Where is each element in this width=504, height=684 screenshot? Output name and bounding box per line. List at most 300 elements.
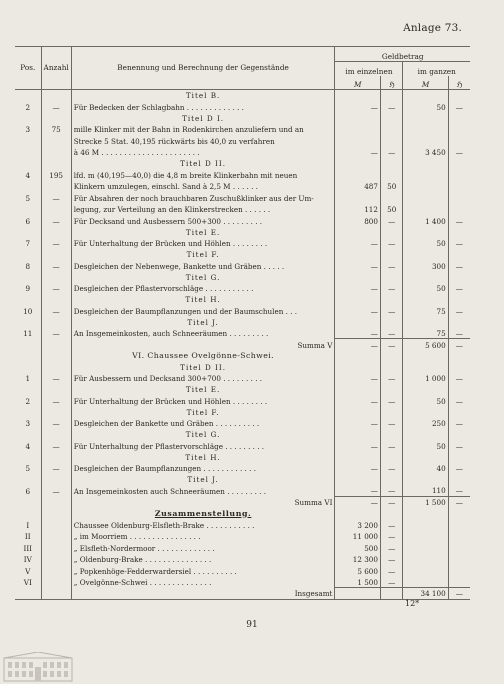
table-row	[15, 339, 470, 351]
header-mark-2: M	[403, 76, 448, 90]
pos-cell	[15, 361, 41, 372]
table-row	[15, 123, 470, 135]
table-row	[15, 294, 470, 305]
item-description: Für Absahren der noch brauchbaren Zuschußklinker aus der Um-	[71, 192, 335, 204]
amount-ganzen	[403, 542, 448, 554]
anzahl-cell	[41, 542, 71, 554]
pf-cell	[448, 316, 470, 327]
pf-cell	[448, 406, 470, 417]
library-building-logo	[3, 652, 73, 682]
table-row	[15, 203, 470, 215]
amount-einzeln: —	[335, 462, 381, 474]
anzahl-cell: —	[41, 237, 71, 249]
amount-einzeln: —	[335, 440, 381, 452]
item-description: Für Bedecken der Schlagbahn . . . . . . . . . . . . .	[71, 101, 335, 113]
pf-cell	[448, 112, 470, 123]
anzahl-cell	[41, 294, 71, 305]
pfennig-einzeln: —	[380, 327, 403, 339]
pfennig-ganzen: —	[455, 419, 463, 429]
amount-cell	[403, 112, 448, 123]
anzahl-cell	[41, 474, 71, 485]
pos-cell	[15, 146, 41, 158]
amount-ganzen	[403, 192, 448, 204]
pfennig-ganzen: —	[455, 239, 463, 249]
pos-cell	[15, 406, 41, 417]
table-row	[15, 215, 470, 227]
amount-cell	[403, 384, 448, 395]
table-row	[15, 260, 470, 272]
pfennig-einzeln: —	[380, 215, 403, 227]
table-row	[15, 395, 470, 407]
pfennig-ganzen	[448, 203, 470, 215]
item-description: Desgleichen der Baumpflanzungen und der Baumschulen . . .	[71, 305, 335, 317]
amount-einzeln: —	[335, 146, 381, 158]
section-heading: VI. Chaussee Ovelgönne-Schwei.	[71, 350, 335, 361]
pf-cell	[380, 271, 403, 282]
pos-cell	[15, 474, 41, 485]
pfennig-ganzen	[448, 553, 470, 565]
item-description: Für Unterhaltung der Pflastervorschläge . . . . . . . . .	[71, 440, 335, 452]
anzahl-cell: 75	[41, 123, 71, 135]
table-row	[15, 350, 470, 361]
pfennig-einzeln: —	[380, 282, 403, 294]
anzahl-cell	[41, 496, 71, 508]
pos-cell	[15, 294, 41, 305]
amount-cell	[335, 350, 381, 361]
anzahl-cell	[41, 553, 71, 565]
table-row	[15, 588, 470, 600]
header-description: Benennung und Berechnung der Gegenstände	[71, 47, 335, 90]
amount-cell	[403, 226, 448, 237]
titel-heading: Titel J.	[71, 316, 335, 327]
pf-cell	[380, 249, 403, 260]
pos-cell	[15, 226, 41, 237]
amount-cell	[335, 112, 381, 123]
amount-ganzen: 1 500	[403, 496, 448, 508]
pf-cell	[380, 384, 403, 395]
titel-heading: Titel G.	[71, 271, 335, 282]
table-row	[15, 496, 470, 508]
pfennig-einzeln	[380, 169, 403, 181]
pfennig-einzeln: —	[380, 417, 403, 429]
anzahl-cell	[41, 271, 71, 282]
titel-heading: Titel J.	[71, 474, 335, 485]
amount-ganzen: 75	[403, 327, 448, 339]
item-description: „ Popkenhöge-Fedderwardersiel . . . . . . . . . .	[71, 565, 335, 577]
amount-cell	[403, 294, 448, 305]
item-description: Chaussee Oldenburg-Elsfleth-Brake . . . . . . . . . . .	[71, 519, 335, 531]
table-row	[15, 305, 470, 317]
pf-cell	[448, 451, 470, 462]
amount-einzeln: —	[335, 496, 381, 508]
amount-cell	[335, 361, 381, 372]
pfennig-einzeln: —	[380, 496, 403, 508]
pf-cell	[448, 294, 470, 305]
pf-cell	[380, 316, 403, 327]
amount-cell	[403, 406, 448, 417]
table-bottom-rule	[15, 599, 470, 601]
titel-heading: Titel B.	[71, 90, 335, 101]
header-geldbetrag: Geldbetrag	[335, 47, 470, 62]
header-im-ganzen: im ganzen	[417, 66, 456, 76]
pos-cell	[15, 158, 41, 169]
table-row	[15, 237, 470, 249]
anzahl-cell	[41, 565, 71, 577]
rule-cell	[448, 599, 470, 601]
amount-ganzen: 50	[403, 395, 448, 407]
titel-heading: Titel H.	[71, 451, 335, 462]
item-description: mille Klinker mit der Bahn in Rodenkirchen anzuliefern und an	[71, 123, 335, 135]
anzahl-cell	[41, 576, 71, 588]
amount-cell	[335, 158, 381, 169]
signature-mark: 12*	[405, 599, 420, 608]
pfennig-ganzen	[448, 180, 470, 192]
amount-einzeln: 112	[335, 203, 381, 215]
pos-cell: 3	[15, 417, 41, 429]
pf-cell	[448, 361, 470, 372]
amount-einzeln: —	[335, 339, 381, 351]
anzahl-cell	[41, 90, 71, 101]
table-row	[15, 327, 470, 339]
item-description: Für Unterhaltung der Brücken und Höhlen . . . . . . . .	[71, 237, 335, 249]
anzahl-cell	[41, 146, 71, 158]
pf-cell	[448, 249, 470, 260]
pf-cell	[380, 226, 403, 237]
amount-ganzen: 50	[403, 237, 448, 249]
amount-ganzen: 1 400	[403, 215, 448, 227]
amount-ganzen: 5 600	[403, 339, 448, 351]
pf-cell	[380, 451, 403, 462]
amount-ganzen: 3 450	[403, 146, 448, 158]
amount-cell	[403, 316, 448, 327]
item-description: „ Oldenburg-Brake . . . . . . . . . . . . . . .	[71, 553, 335, 565]
amount-cell	[335, 406, 381, 417]
sum-label: Summa VI	[71, 496, 335, 508]
pfennig-ganzen	[448, 123, 470, 135]
anzahl-cell	[41, 429, 71, 440]
pos-cell: 9	[15, 282, 41, 294]
table-row	[15, 553, 470, 565]
table-row	[15, 316, 470, 327]
table-row	[15, 372, 470, 384]
amount-cell	[335, 508, 381, 519]
pos-cell: 1	[15, 372, 41, 384]
item-description: Desgleichen der Baumpflanzungen . . . . . . . . . . . .	[71, 462, 335, 474]
table-row	[15, 542, 470, 554]
amount-ganzen: 1 000	[403, 372, 448, 384]
pos-cell	[15, 429, 41, 440]
amount-einzeln: 1 500	[335, 576, 381, 588]
budget-table	[15, 46, 470, 601]
amount-einzeln: 5 600	[335, 565, 381, 577]
pos-cell: 11	[15, 327, 41, 339]
anzahl-cell	[41, 530, 71, 542]
titel-heading: Titel D II.	[71, 361, 335, 372]
amount-ganzen	[403, 169, 448, 181]
amount-cell	[335, 271, 381, 282]
table-row	[15, 180, 470, 192]
item-description: legung, zur Verteilung an den Klinkerstrecken . . . . . .	[71, 203, 335, 215]
item-description: Für Ausbessern und Decksand 300+700 . . . . . . . . .	[71, 372, 335, 384]
titel-heading: Titel E.	[71, 384, 335, 395]
table-row	[15, 565, 470, 577]
pos-cell	[15, 203, 41, 215]
amount-einzeln: 800	[335, 215, 381, 227]
pfennig-einzeln: —	[380, 237, 403, 249]
amount-cell	[403, 451, 448, 462]
pf-cell	[380, 294, 403, 305]
pfennig-einzeln: —	[380, 339, 403, 351]
table-body	[15, 90, 470, 601]
sum-label: Insgesamt	[71, 588, 335, 600]
anzahl-cell: —	[41, 215, 71, 227]
pfennig-einzeln: —	[380, 260, 403, 272]
pfennig-ganzen	[448, 576, 470, 588]
titel-heading: Titel F.	[71, 249, 335, 260]
amount-ganzen: 50	[403, 282, 448, 294]
anzahl-cell: 195	[41, 169, 71, 181]
item-description: Klinkern umzulegen, einschl. Sand à 2,5 M . . . . . .	[71, 180, 335, 192]
pos-cell	[15, 271, 41, 282]
pf-cell	[380, 158, 403, 169]
pos-cell: 8	[15, 260, 41, 272]
pos-cell: I	[15, 519, 41, 531]
pfennig-einzeln: —	[380, 305, 403, 317]
pfennig-einzeln: —	[380, 395, 403, 407]
pos-cell	[15, 350, 41, 361]
pfennig-einzeln: —	[380, 530, 403, 542]
sum-label: Summa V	[71, 339, 335, 351]
amount-cell	[335, 249, 381, 260]
pfennig-einzeln: —	[380, 462, 403, 474]
item-description: „ Elsfleth-Nordermoor . . . . . . . . . . . . .	[71, 542, 335, 554]
anzahl-cell: —	[41, 440, 71, 452]
amount-cell	[335, 384, 381, 395]
pfennig-ganzen: —	[448, 496, 470, 508]
item-description: „ Ovelgönne-Schwei . . . . . . . . . . . . . .	[71, 576, 335, 588]
pos-cell: II	[15, 530, 41, 542]
pfennig-ganzen: —	[455, 306, 463, 316]
pfennig-ganzen	[448, 530, 470, 542]
header-anzahl: Anzahl	[41, 47, 71, 90]
amount-cell	[403, 249, 448, 260]
anzahl-cell	[41, 112, 71, 123]
amount-cell	[403, 271, 448, 282]
pfennig-ganzen	[448, 565, 470, 577]
item-description: lfd. m (40,195—40,0) die 4,8 m breite Klinkerbahn mit neuen	[71, 169, 335, 181]
pos-cell: 5	[15, 462, 41, 474]
pfennig-einzeln: —	[380, 372, 403, 384]
pf-cell	[380, 350, 403, 361]
pfennig-ganzen	[448, 542, 470, 554]
table-row	[15, 146, 470, 158]
pfennig-ganzen	[448, 135, 470, 147]
amount-ganzen	[403, 519, 448, 531]
anzahl-cell	[41, 203, 71, 215]
table-row	[15, 271, 470, 282]
amount-einzeln: —	[335, 305, 381, 317]
pfennig-einzeln: —	[380, 519, 403, 531]
pfennig-ganzen: —	[455, 216, 463, 226]
amount-ganzen: 250	[403, 417, 448, 429]
pfennig-einzeln	[380, 123, 403, 135]
titel-heading: Titel E.	[71, 226, 335, 237]
table-row	[15, 169, 470, 181]
pos-cell	[15, 135, 41, 147]
table-row	[15, 112, 470, 123]
pfennig-ganzen: —	[455, 486, 463, 496]
titel-heading: Titel D II.	[71, 158, 335, 169]
pfennig-ganzen: —	[448, 339, 470, 351]
pf-cell	[448, 271, 470, 282]
pfennig-ganzen: —	[455, 148, 463, 158]
amount-cell	[335, 90, 381, 101]
table-row	[15, 576, 470, 588]
item-description: Desgleichen der Bankette und Gräben . . . . . . . . . .	[71, 417, 335, 429]
pf-cell	[448, 384, 470, 395]
rule-cell	[15, 599, 41, 601]
pfennig-ganzen: —	[455, 102, 463, 112]
anzahl-cell: —	[41, 192, 71, 204]
table-row	[15, 462, 470, 474]
table-row	[15, 530, 470, 542]
amount-einzeln: —	[335, 237, 381, 249]
titel-heading: Titel G.	[71, 429, 335, 440]
amount-einzeln: —	[335, 101, 381, 113]
pfennig-einzeln: —	[380, 440, 403, 452]
pf-cell	[380, 90, 403, 101]
pos-cell: 2	[15, 101, 41, 113]
pfennig-einzeln: —	[380, 553, 403, 565]
rule-cell	[71, 599, 335, 601]
amount-cell	[403, 508, 448, 519]
pfennig-einzeln: —	[380, 485, 403, 497]
pfennig-einzeln: —	[380, 101, 403, 113]
amount-ganzen: 75	[403, 305, 448, 317]
amount-einzeln: —	[335, 372, 381, 384]
rule-cell	[41, 599, 71, 601]
amount-cell	[335, 429, 381, 440]
amount-cell	[335, 474, 381, 485]
table-row	[15, 135, 470, 147]
amount-ganzen	[403, 553, 448, 565]
pfennig-einzeln	[380, 588, 403, 600]
header-pf-2: ℌ	[448, 76, 470, 90]
anzahl-cell: —	[41, 485, 71, 497]
pfennig-einzeln	[380, 192, 403, 204]
amount-cell	[335, 226, 381, 237]
amount-ganzen	[403, 203, 448, 215]
item-description: Strecke 5 Stat. 40,195 rückwärts bis 40,0 zu verfahren	[71, 135, 335, 147]
anzahl-cell: —	[41, 282, 71, 294]
anzahl-cell	[41, 226, 71, 237]
anzahl-cell	[41, 339, 71, 351]
amount-einzeln: 487	[335, 180, 381, 192]
amount-einzeln: —	[335, 417, 381, 429]
pos-cell: 5	[15, 192, 41, 204]
item-description: Desgleichen der Pflastervorschläge . . . . . . . . . . .	[71, 282, 335, 294]
table-row	[15, 192, 470, 204]
amount-ganzen	[403, 180, 448, 192]
pfennig-einzeln: —	[380, 565, 403, 577]
pos-cell: III	[15, 542, 41, 554]
header-pos: Pos.	[15, 47, 41, 90]
pos-cell	[15, 180, 41, 192]
pfennig-ganzen: —	[455, 328, 463, 338]
table-row	[15, 440, 470, 452]
pf-cell	[448, 474, 470, 485]
amount-einzeln	[335, 169, 381, 181]
amount-ganzen: 50	[403, 101, 448, 113]
pfennig-ganzen	[448, 192, 470, 204]
pos-cell	[15, 249, 41, 260]
pf-cell	[380, 406, 403, 417]
anzahl-cell: —	[41, 462, 71, 474]
table-row	[15, 508, 470, 519]
pos-cell: 4	[15, 440, 41, 452]
pos-cell: V	[15, 565, 41, 577]
pos-cell: 3	[15, 123, 41, 135]
amount-cell	[335, 451, 381, 462]
amount-ganzen: 40	[403, 462, 448, 474]
amount-cell	[403, 474, 448, 485]
item-description: An Insgemeinkosten, auch Schneeräumen . . . . . . . . .	[71, 327, 335, 339]
anzahl-cell: —	[41, 305, 71, 317]
amount-cell	[403, 361, 448, 372]
amount-ganzen: 50	[403, 440, 448, 452]
amount-ganzen: 34 100	[403, 588, 448, 600]
pf-cell	[448, 508, 470, 519]
pf-cell	[380, 474, 403, 485]
amount-ganzen	[403, 576, 448, 588]
item-description: à 46 M . . . . . . . . . . . . . . . . . . . . . .	[71, 146, 335, 158]
table-row	[15, 417, 470, 429]
amount-cell	[403, 350, 448, 361]
pfennig-ganzen: —	[455, 464, 463, 474]
amount-ganzen	[403, 530, 448, 542]
table-row	[15, 90, 470, 101]
anzahl-cell	[41, 519, 71, 531]
anzahl-cell: —	[41, 395, 71, 407]
pos-cell	[15, 496, 41, 508]
amount-einzeln: 11 000	[335, 530, 381, 542]
table-row	[15, 282, 470, 294]
header-im-einzelnen: im einzelnen	[335, 62, 403, 77]
titel-heading: Titel D I.	[71, 112, 335, 123]
item-description: Für Decksand und Ausbessern 500+300 . . . . . . . . .	[71, 215, 335, 227]
pos-cell	[15, 588, 41, 600]
amount-einzeln: —	[335, 485, 381, 497]
pf-cell	[448, 226, 470, 237]
anzahl-cell: —	[41, 372, 71, 384]
amount-einzeln	[335, 588, 381, 600]
anzahl-cell	[41, 350, 71, 361]
pf-cell	[380, 429, 403, 440]
amount-ganzen	[403, 135, 448, 147]
pos-cell	[15, 451, 41, 462]
amount-einzeln: 3 200	[335, 519, 381, 531]
pos-cell: 10	[15, 305, 41, 317]
annex-label: Anlage 73.	[403, 22, 462, 34]
pf-cell	[380, 508, 403, 519]
titel-heading: Titel F.	[71, 406, 335, 417]
pos-cell: 4	[15, 169, 41, 181]
pos-cell	[15, 90, 41, 101]
table-row	[15, 474, 470, 485]
pfennig-einzeln: —	[380, 146, 403, 158]
summary-heading: Zusammenstellung.	[71, 508, 335, 519]
titel-heading: Titel H.	[71, 294, 335, 305]
